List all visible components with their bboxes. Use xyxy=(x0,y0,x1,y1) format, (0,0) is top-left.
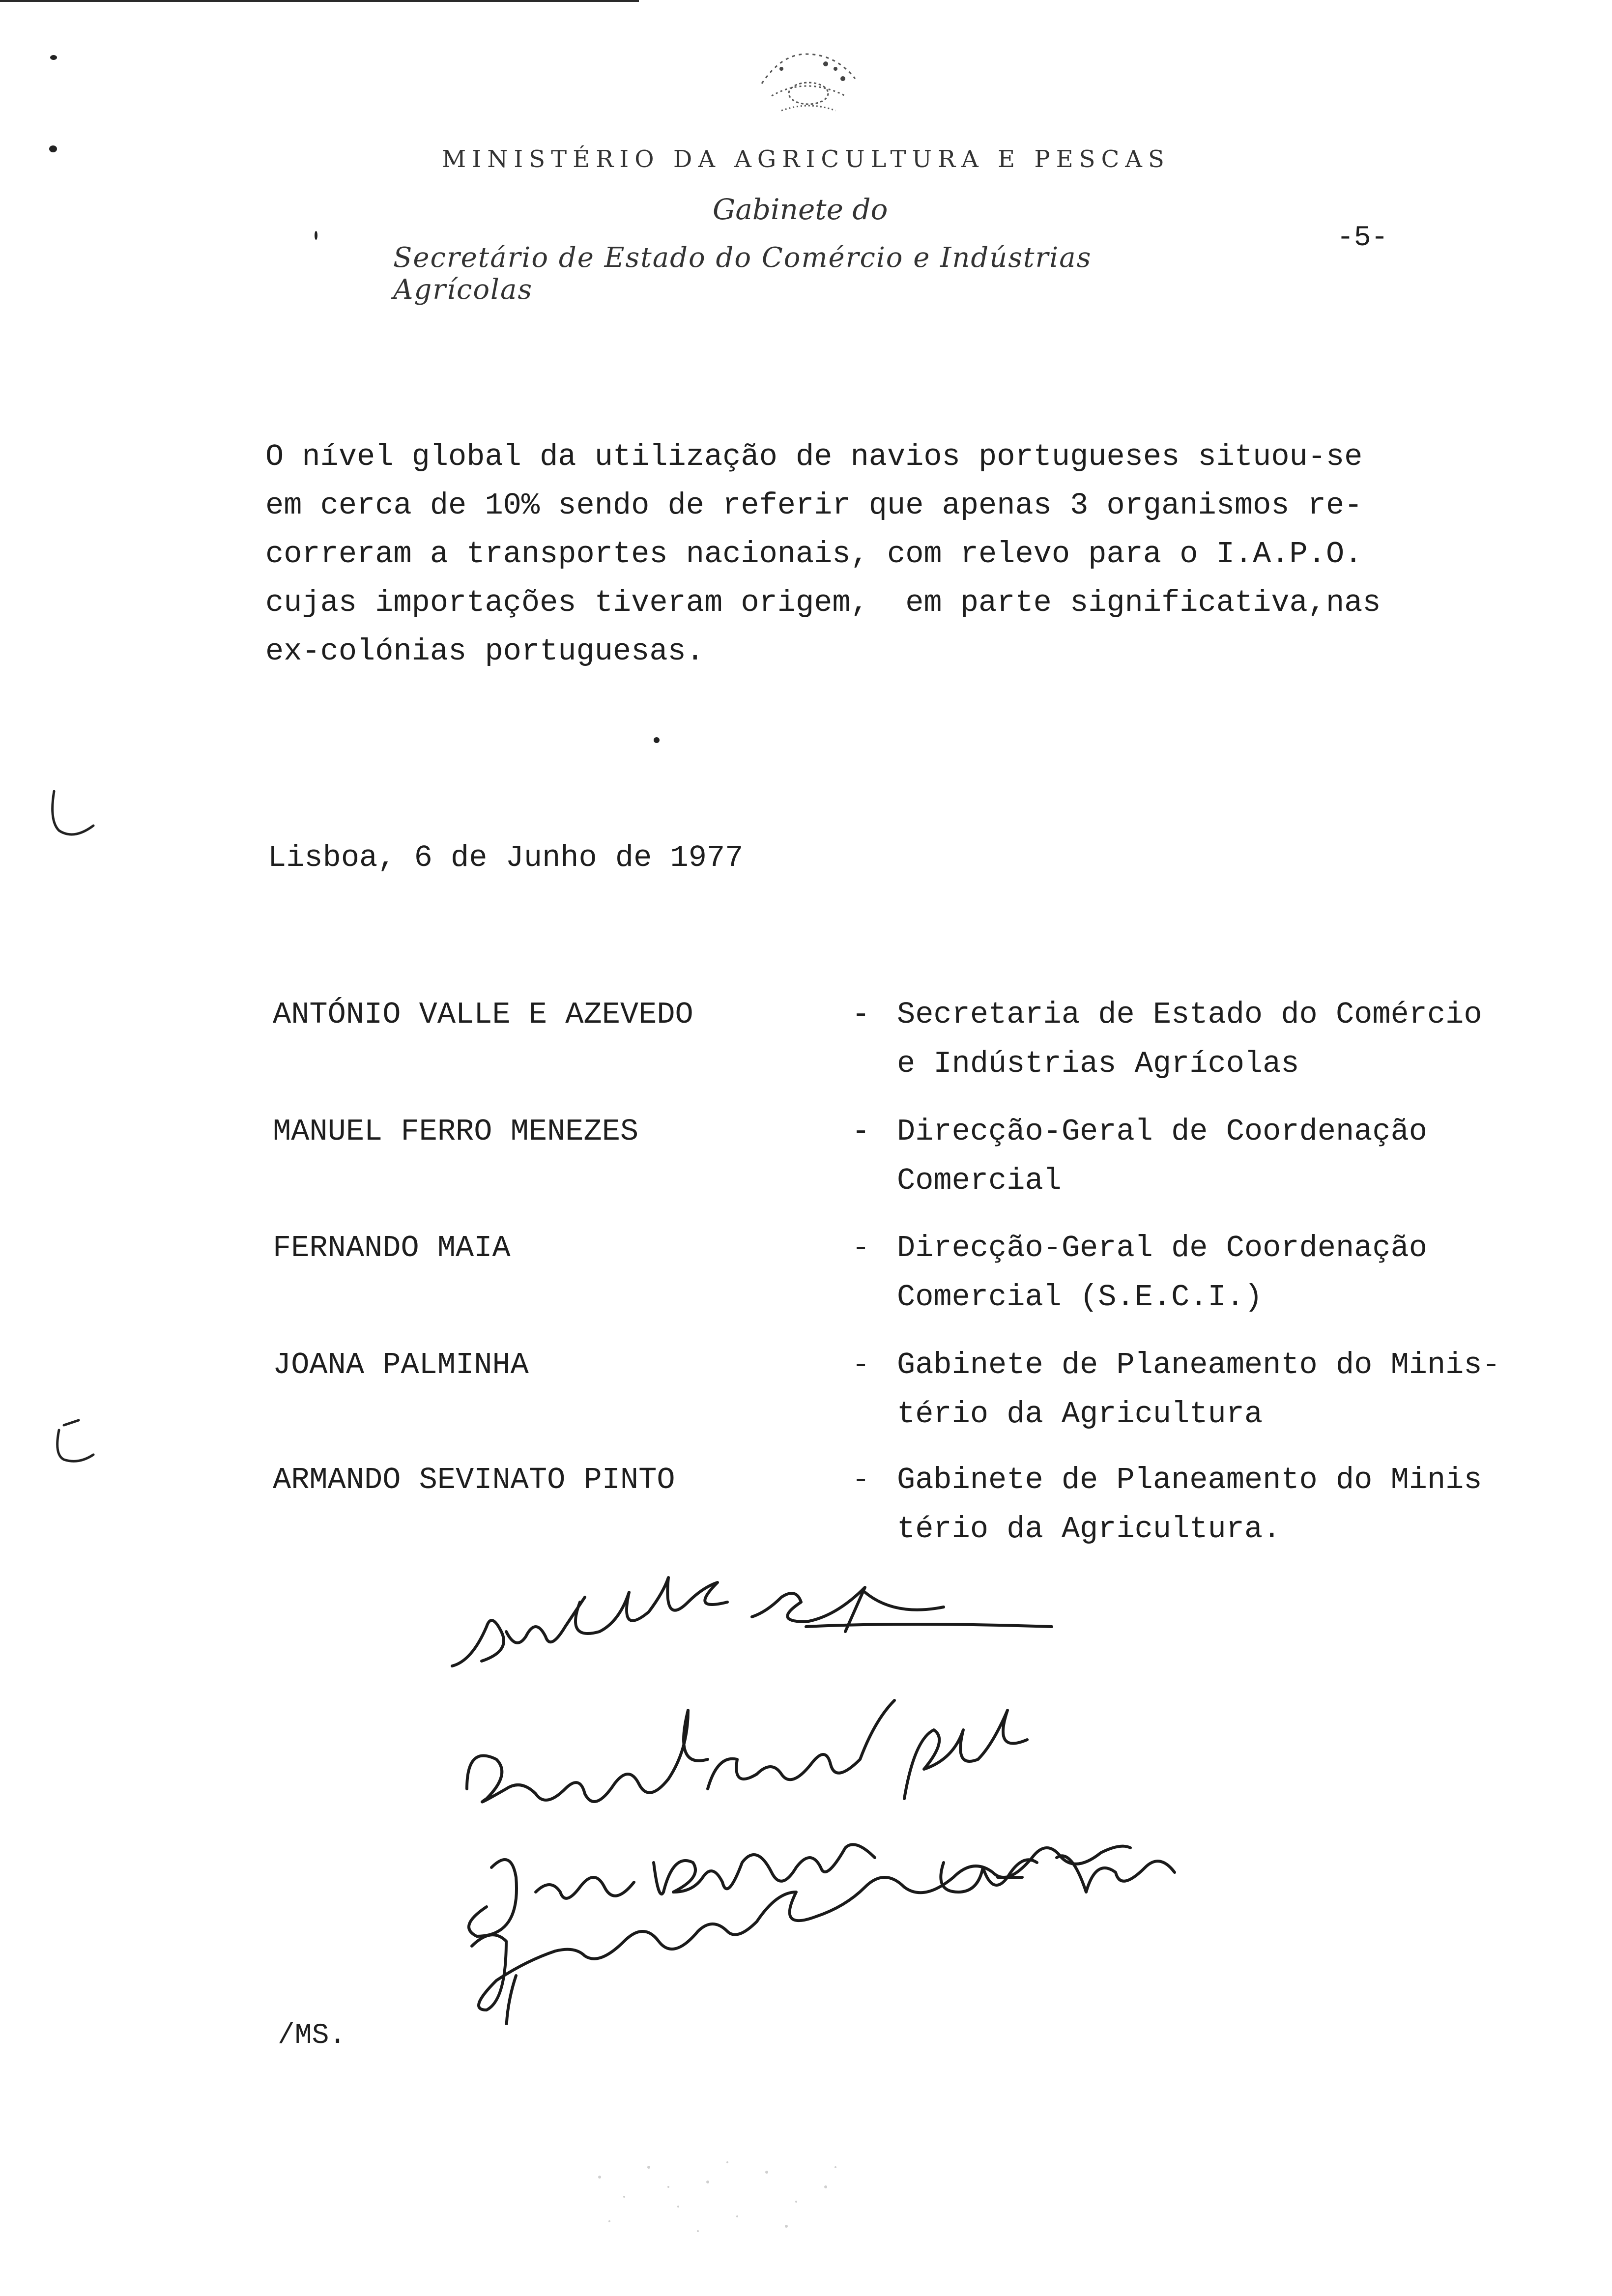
typist-initials: /MS. xyxy=(278,2020,346,2052)
punch-hole-mark-icon xyxy=(44,781,103,840)
signature-armando-pinto xyxy=(467,1700,1027,1802)
office-line-gabinete: Gabinete do xyxy=(713,193,888,226)
scan-speck xyxy=(50,55,57,60)
scan-speck xyxy=(315,231,317,240)
signatory-name: ANTÓNIO VALLE E AZEVEDO xyxy=(273,997,693,1032)
signatory-dash: - xyxy=(852,1114,870,1149)
signatory-dash: - xyxy=(852,1231,870,1265)
signatory-name: FERNANDO MAIA xyxy=(273,1231,511,1265)
signatory-department: Gabinete de Planeamento do Minis- tério da Agricultura xyxy=(897,1348,1500,1432)
punch-hole-mark-icon xyxy=(44,1410,103,1469)
signatory-name: MANUEL FERRO MENEZES xyxy=(273,1114,639,1149)
body-paragraph: O nível global da utilização de navios portugueses situou-se em cerca de 10% sendo de referir que apenas 3 organismos re- correram a transportes nacionais, com relevo para o I.A.P.O. cujas importações tiveram origem, em parte significativa,nas ex-colónias portuguesas. xyxy=(265,439,1381,669)
ministry-heading: MINISTÉRIO DA AGRICULTURA E PESCAS xyxy=(442,145,1170,173)
signatory-department: Gabinete de Planeamento do Minis tério da Agricultura. xyxy=(897,1463,1482,1547)
signatory-name: ARMANDO SEVINATO PINTO xyxy=(273,1463,675,1497)
signatory-department: Direcção-Geral de Coordenação Comercial (S.E.C.I.) xyxy=(897,1231,1427,1315)
scan-edge-line xyxy=(0,0,639,2)
signatory-name: JOANA PALMINHA xyxy=(273,1348,529,1382)
signatory-dash: - xyxy=(852,997,870,1032)
place-date: Lisboa, 6 de Junho de 1977 xyxy=(268,840,744,875)
signatory-department: Direcção-Geral de Coordenação Comercial xyxy=(897,1114,1427,1198)
coat-of-arms-emblem-icon xyxy=(752,49,865,118)
signature-joana-palminha xyxy=(469,1844,1175,1936)
scan-noise-patch xyxy=(580,2148,855,2241)
office-line-secretary: Secretário de Estado do Comércio e Indústrias Agrícolas xyxy=(393,242,1092,306)
signature-valle-azevedo xyxy=(452,1578,1052,1666)
scan-speck xyxy=(654,737,660,743)
handwritten-signatures xyxy=(432,1573,1317,2025)
signatory-dash: - xyxy=(852,1348,870,1382)
page-number: -5- xyxy=(1337,222,1388,254)
signature-fernando-oliveira xyxy=(472,1846,1130,2025)
signatory-department: Secretaria de Estado do Comércio e Indústrias Agrícolas xyxy=(897,997,1482,1081)
signatory-dash: - xyxy=(852,1463,870,1497)
scan-speck xyxy=(49,145,57,152)
